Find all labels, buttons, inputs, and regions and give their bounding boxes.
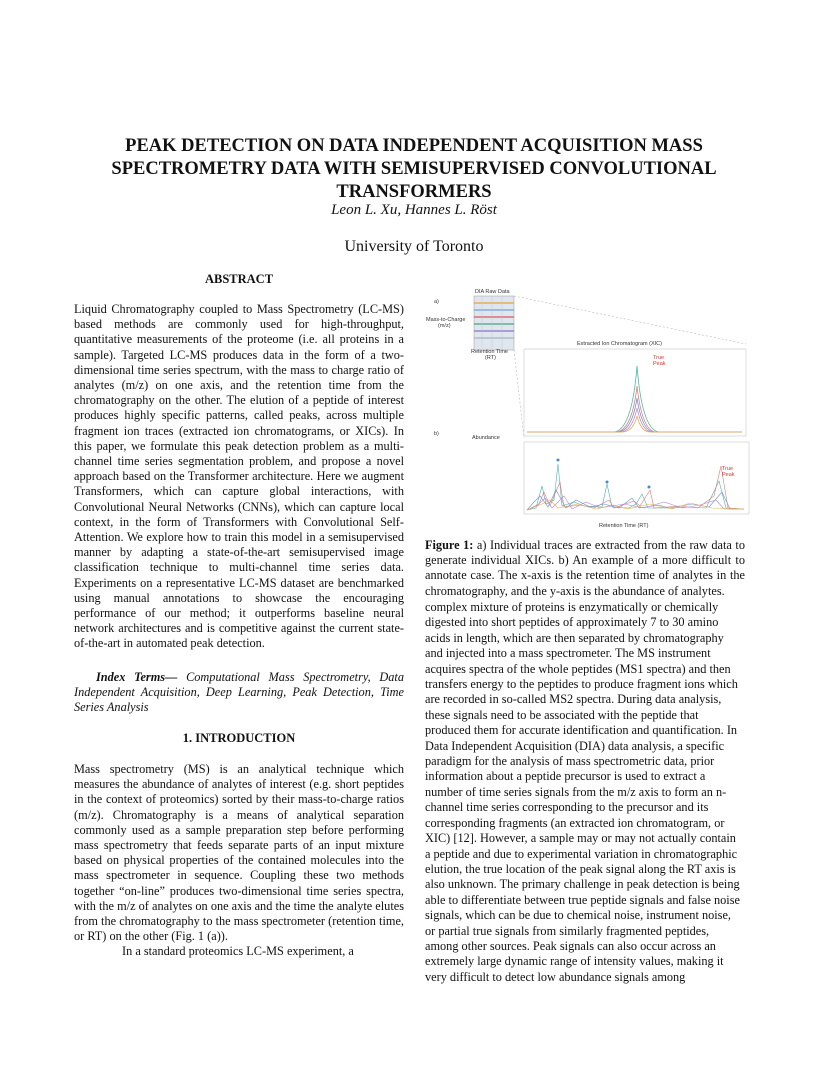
panel-b-true-peak-1: True [722,466,734,472]
peak-marker [606,481,609,484]
fig-rt-label-1: Retention Time [471,349,508,355]
xic-true-peak-2: Peak [653,361,666,367]
figure-1-caption [425,538,745,599]
intro-paragraph-2: In a standard proteomics LC-MS experiment, a [122,944,354,959]
panel-b-true-peak-2: Peak [722,472,735,478]
fig-mz-label-2: (m/z) [438,323,451,329]
xic-true-peak-1: True [653,355,665,361]
abstract-body: Liquid Chromatography coupled to Mass Spectrometry (LC-MS) based methods are commonly used for high-throughput, quantitative measurements of the proteome (i.e. all proteins in a sample). Targeted LC-MS produces data in the form of a two-dimensional time series spectrum, with the mass to charge ratio of analytes (m/z) on one axis, and the retention time from the chromatography on the other. The elution of a peptide of interest produces highly specific patterns, called peaks, across multiple fragment ion traces (extracted ion chromatograms, or XICs). In this paper, we formulate this peak detection problem as a multi-channel time series segmentation problem, and propose a novel approach based on the Transformer architecture. Here we augment Transformers, which can capture global interactions, with Convolutional Neural Networks (CNNs), which can capture local context, in the form of Transformers with Convolutional Self-Attention. We explore how to train this model in a semisupervised manner by adapting a state-of-the-art semisupervised image classification technique to multi-channel time series data. Experiments on a representative LC-MS dataset are benchmarked using manual annotations to showcase the encouraging performance of our method; it outperforms baseline neural network architectures and is competitive against the current state-of-the-art in automated peak detection. [74,302,404,651]
projection-line [514,350,524,438]
projection-line [514,296,746,344]
index-terms-text: Computational Mass Spectrometry, Data Independent Acquisition, Deep Learning, Peak Detection, Time Series Analysis [74,670,404,715]
authors: Leon L. Xu, Hannes L. Röst [331,202,497,218]
abstract-heading-text: ABSTRACT [204,272,274,286]
index-terms-label: Index Terms— [96,670,178,684]
peak-marker [648,486,651,489]
fig-abundance-label: Abundance [472,435,500,441]
figure-1 [424,286,754,531]
fig-rt-label-2: (RT) [485,355,496,361]
affiliation: University of Toronto [344,238,484,255]
right-column-body: complex mixture of proteins is enzymatically or chemically digested into short peptides of approximately 7 to 30 amino acids in length, which are then separated by chromatography and injected into a mass spectrometer. The MS instrument acquires spectra of the whole peptides (MS1 spectra) and then transfers energy to the peptides to produce fragment ions which are recorded in so-called MS2 spectra. During data analysis, these signals need to be associated with the peptide that produced them for accurate identification and quantification. In Data Independent Acquisition (DIA) data analysis, a specific paradigm for the analysis of mass spectrometric data, prior information about a peptide precursor is used to extract a number of time series signals from the m/z axis to form an n-channel time series corresponding to the precursor and its corresponding fragments (an extracted ion chromatogram, or XIC) [12]. However, a sample may or may not actually contain a peptide and due to experimental variation in chromatographic elution, the true location of the peak signal along the RT axis is also unknown. The primary challenge in peak detection is being able to differentiate between true peptide signals and false noise signals, which can be due to chemical noise, instrument noise, or partial true signals from similarly fragmented peptides, among other sources. Peak signals can also occur across an extremely large dynamic range of intensity values, making it very difficult to detect low abundance signals among [425,600,740,984]
title-line-2: SPECTROMETRY DATA WITH SEMISUPERVISED CONVOLUTIONAL [111,159,717,179]
fig-dia-raw-label: DIA Raw Data [475,289,510,295]
figure-1-graphic [424,286,754,531]
index-terms [74,670,404,716]
intro-heading-text: 1. INTRODUCTION [182,731,296,745]
fig-label-b: b) [434,431,439,437]
fig-xic-title: Extracted Ion Chromatogram (XIC) [577,341,662,347]
abstract-heading [74,272,404,287]
intro-body [74,762,404,960]
peak-marker [557,459,560,462]
fig-mz-label-1: Mass-to-Charge [426,317,466,323]
title-line-3: TRANSFORMERS [336,182,492,202]
paper-title [60,135,768,204]
fig-rt-axis-label: Retention Time (RT) [599,523,649,529]
dia-raw-data-block [474,296,514,350]
caption-label: Figure 1: [425,538,474,552]
title-line-1: PEAK DETECTION ON DATA INDEPENDENT ACQUISITION MASS [125,136,703,156]
intro-heading [74,731,404,746]
caption-text: a) Individual traces are extracted from the raw data to generate individual XICs. b) An example of a more difficult to annotate case. The x-axis is the retention time of analytes in the chromatography, and the y-axis is the abundance of analytes. [425,538,745,598]
intro-paragraph-1: Mass spectrometry (MS) is an analytical technique which measures the abundance of analytes of interest (e.g. short peptides in the context of proteomics) sorted by their mass-to-charge ratios (m/z). Chromatography is a means of analytical separation commonly used as a sample preparation step before performing mass spectrometry that feeds separate parts of an input mixture based on physical properties of the contained molecules into the mass spectrometer in sequence. Coupling these two methods together “on-line” produces two-dimensional time series spectra, with the m/z of analytes on one axis and the time the analyte elutes from the chromatography to the mass spectrometer (retention time, or RT) on the other (Fig. 1 (a)). [74,762,404,944]
fig-label-a: a) [434,299,439,305]
